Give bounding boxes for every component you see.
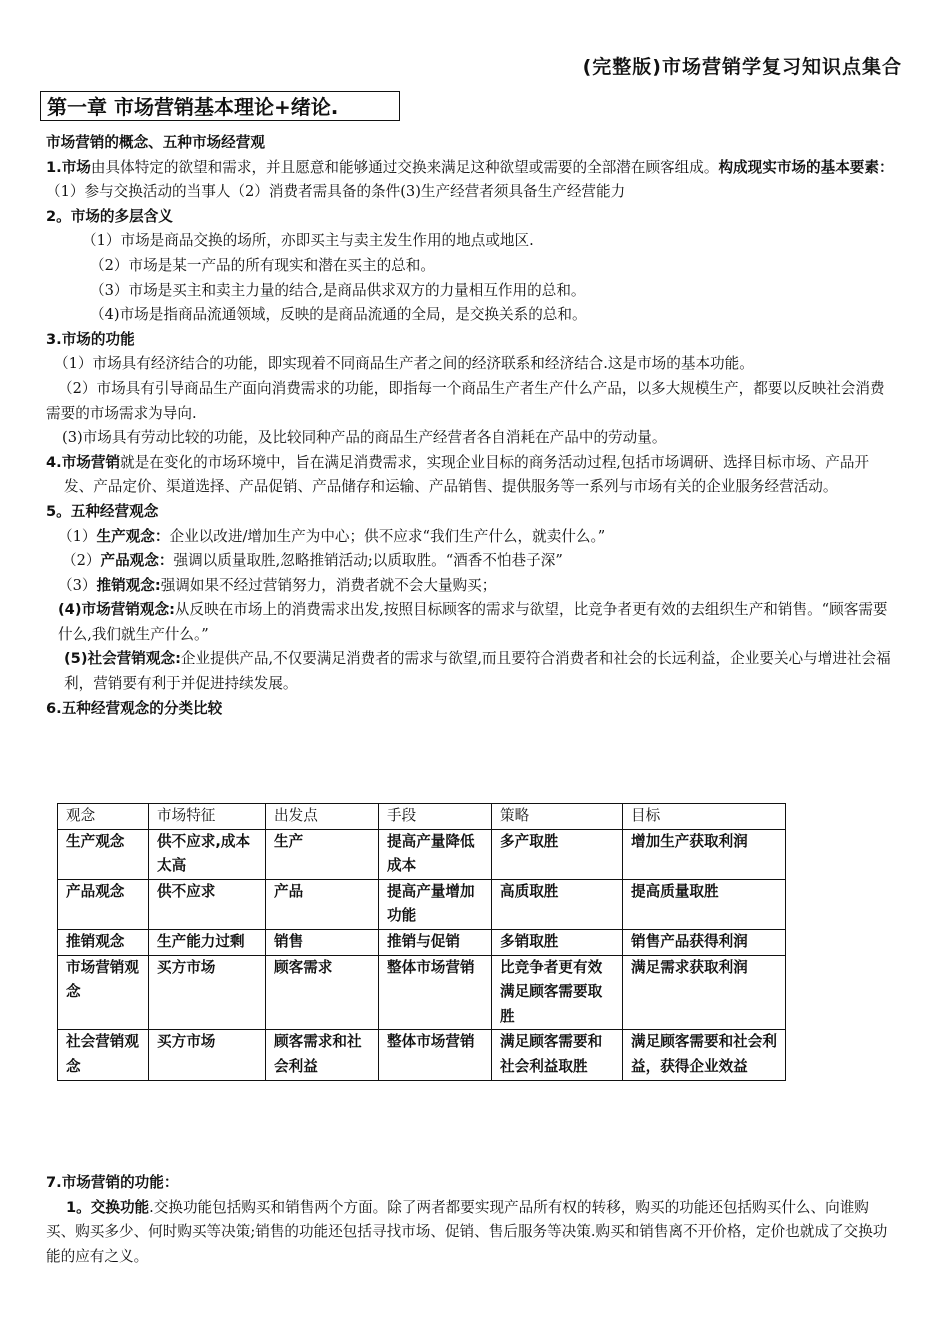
table-cell: 整体市场营销 [379, 955, 492, 1030]
table-cell: 满足顾客需要和社会利益，获得企业效益 [623, 1030, 786, 1080]
table-cell: 销售 [266, 929, 379, 955]
table-cell: 顾客需求 [266, 955, 379, 1030]
comparison-table [57, 803, 786, 1081]
term-market: 市场 [61, 158, 91, 176]
table-cell: 高质取胜 [492, 879, 623, 929]
term-exchange-function: 交换功能 [90, 1198, 150, 1216]
table-cell: 推销与促销 [379, 929, 492, 955]
table-cell: 供不应求 [149, 879, 266, 929]
table-header-cell: 观念 [58, 804, 149, 830]
term-basic-elements: 构成现实市场的基本要素： [718, 158, 894, 176]
table-cell: 增加生产获取利润 [623, 829, 786, 879]
heading-comparison-table: 6.五种经营观念的分类比较 [46, 699, 223, 717]
table-cell: 社会营销观念 [58, 1030, 149, 1080]
table-cell: 提高质量取胜 [623, 879, 786, 929]
chapter-title-box: 第一章 市场营销基本理论+绪论. [40, 91, 400, 121]
list-item: （1）生产观念：企业以改进/增加生产为中心；供不应求“我们生产什么，就卖什么。” [58, 527, 606, 545]
list-item: （4)市场是指商品流通领域，反映的是商品流通的全局，是交换关系的总和。 [90, 306, 587, 324]
table-cell: 市场营销观念 [58, 955, 149, 1030]
table-cell: 生产能力过剩 [149, 929, 266, 955]
table-cell: 多产取胜 [492, 829, 623, 879]
list-item: (5)社会营销观念:企业提供产品,不仅要满足消费者的需求与欲望,而且要符合消费者和社会的长远利益，企业要关心与增进社会福利，营销要有利于并促进持续发展。 [64, 650, 891, 693]
list-item: （2）市场具有引导商品生产面向消费需求的功能，即指每一个商品生产者生产什么产品，以多大规模生产，都要以反映社会消费需要的市场需求为导向. [46, 379, 885, 422]
table-row [58, 879, 786, 929]
list-item: （2）产品观念：强调以质量取胜,忽略推销活动;以质取胜。“酒香不怕巷子深” [62, 552, 563, 570]
list-item: （3）推销观念:强调如果不经过营销努力，消费者就不会大量购买； [58, 576, 497, 594]
table-row [58, 829, 786, 879]
table-cell: 买方市场 [149, 1030, 266, 1080]
heading-five-concepts: 5。五种经营观念 [46, 502, 159, 520]
content-body [46, 131, 896, 721]
list-item: (3)市场具有劳动比较的功能，及比较同种产品的商品生产经营者各自消耗在产品中的劳动量。 [62, 429, 667, 447]
table-cell: 顾客需求和社会利益 [266, 1030, 379, 1080]
table-row [58, 955, 786, 1030]
table-header-cell: 目标 [623, 804, 786, 830]
content-tail [46, 1171, 896, 1269]
heading-market-meanings: 2。市场的多层含义 [46, 207, 173, 225]
table-cell: 销售产品获得利润 [623, 929, 786, 955]
table-header-cell: 手段 [379, 804, 492, 830]
table-cell: 买方市场 [149, 955, 266, 1030]
paragraph-market-definition: 1.市场由具体特定的欲望和需求，并且愿意和能够通过交换来满足这种欲望或需要的全部潜在顾客组成。构成现实市场的基本要素：（1）参与交换活动的当事人（2）消费者需具备的条件(3)生产经营者须具备生产经营能力 [46, 158, 894, 201]
table-cell: 满足顾客需要和社会利益取胜 [492, 1030, 623, 1080]
heading-marketing-functions: 7.市场营销的功能： [46, 1174, 179, 1191]
table-header-row [58, 804, 786, 830]
paragraph-exchange-function: 1。交换功能.交换功能包括购买和销售两个方面。除了两者都要实现产品所有权的转移，购买的功能还包括购买什么、向谁购买、购买多少、何时购买等决策;销售的功能还包括寻找市场、促销、售后服务等决策.购买和销售离不开价格，定价也就成了交换功能的应有之义。 [46, 1198, 888, 1265]
table-cell: 供不应求,成本太高 [149, 829, 266, 879]
section-heading: 市场营销的概念、五种市场经营观 [46, 134, 265, 151]
table-header-cell: 出发点 [266, 804, 379, 830]
table-header-cell: 市场特征 [149, 804, 266, 830]
table-cell: 生产观念 [58, 829, 149, 879]
paragraph-marketing-definition: 4.市场营销就是在变化的市场环境中，旨在满足消费需求，实现企业目标的商务活动过程,包括市场调研、选择目标市场、产品开发、产品定价、渠道选择、产品促销、产品储存和运输、产品销售、提供服务等一系列与市场有关的企业服务经营活动。 [46, 453, 870, 496]
list-item: （2）市场是某一产品的所有现实和潜在买主的总和。 [90, 256, 435, 274]
list-item: (4)市场营销观念:从反映在市场上的消费需求出发,按照目标顾客的需求与欲望，比竞争者更有效的去组织生产和销售。“顾客需要什么,我们就生产什么。” [58, 601, 888, 643]
table-cell: 比竞争者更有效满足顾客需要取胜 [492, 955, 623, 1030]
table-row [58, 929, 786, 955]
list-item: （1）市场具有经济结合的功能，即实现着不同商品生产者之间的经济联系和经济结合.这是市场的基本功能。 [54, 355, 754, 373]
table-cell: 多销取胜 [492, 929, 623, 955]
list-item: （1）市场是商品交换的场所，亦即买主与卖主发生作用的地点或地区. [82, 232, 534, 250]
table-cell: 整体市场营销 [379, 1030, 492, 1080]
list-item: （3）市场是买主和卖主力量的结合,是商品供求双方的力量相互作用的总和。 [90, 281, 586, 299]
table-header-cell: 策略 [492, 804, 623, 830]
table-cell: 产品观念 [58, 879, 149, 929]
table-row [58, 1030, 786, 1080]
table-cell: 产品 [266, 879, 379, 929]
table-cell: 生产 [266, 829, 379, 879]
table-cell: 满足需求获取利润 [623, 955, 786, 1030]
document-title: (完整版)市场营销学复习知识点集合 [582, 56, 902, 78]
term-marketing: 市场营销 [61, 453, 121, 471]
table-cell: 推销观念 [58, 929, 149, 955]
heading-market-functions: 3.市场的功能 [46, 330, 135, 348]
table-cell: 提高产量增加功能 [379, 879, 492, 929]
table-cell: 提高产量降低成本 [379, 829, 492, 879]
